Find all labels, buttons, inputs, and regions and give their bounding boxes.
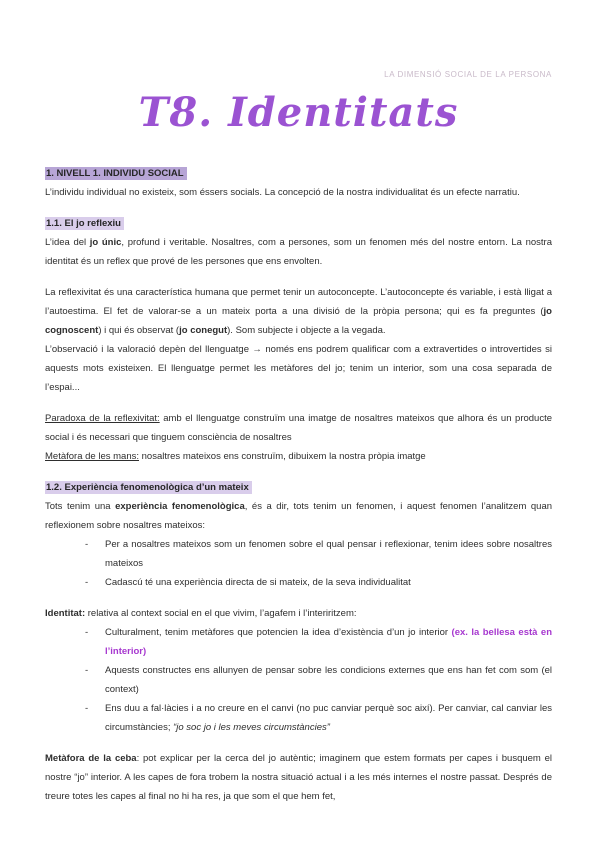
section-heading: [45, 164, 552, 183]
text-segment: jo cognoscent: [45, 306, 552, 336]
subsection-heading: [45, 214, 552, 233]
text-segment: La reflexivitat és una característica humana que permet tenir un autoconcepte. L’autoconcepte és variable, i està lligat a l’autoestima. El fet de valorar-se a un mateix porta a una divisió de la pròpia persona; qui es fa preguntes (: [45, 287, 552, 317]
heading-highlight: 1. NIVELL 1. INDIVIDU SOCIAL: [45, 167, 187, 180]
paragraph: [45, 749, 552, 806]
paragraph: [45, 409, 552, 466]
text-segment: L’idea del: [45, 237, 90, 248]
text-segment: Identitat:: [45, 608, 86, 619]
paragraph: [45, 497, 552, 535]
text-segment: Culturalment, tenim metàfores que potencien la idea d’existència d’un jo interior: [105, 627, 452, 638]
bullet-list: [85, 535, 552, 592]
paragraph: [45, 233, 552, 271]
subsection-heading: [45, 478, 552, 497]
text-segment: ) i qui és observat (: [98, 325, 180, 336]
bullet-text: [105, 699, 552, 737]
bullet-item: [85, 623, 552, 661]
bullet-text: [105, 661, 552, 699]
bullet-dash: -: [85, 665, 89, 676]
text-segment: , és a dir, tots tenim un fenomen, i aquest fenomen l’analitzem quan reflexionem sobre nosaltres mateixos:: [45, 501, 553, 531]
text-segment: Per a nosaltres mateixos som un fenomen sobre el qual pensar i reflexionar, tenim idees sobre nosaltres mateixos: [105, 539, 552, 569]
running-header: LA DIMENSIÓ SOCIAL DE LA PERSONA: [384, 70, 552, 79]
page-title: T8. Identitats: [138, 89, 459, 136]
text-segment: Ens duu a fal·làcies i a no creure en el canvi (no puc canviar perquè soc així). Per canviar, cal canviar les circumstàncies;: [105, 703, 552, 733]
text-segment: (ex. la bellesa està en l’interior): [105, 627, 553, 657]
paragraph: [45, 283, 552, 397]
text-segment: ). Som subjecte i objecte a la vegada.: [227, 325, 386, 336]
text-segment: L’observació i la valoració depèn del llenguatge → només ens podrem qualificar com a extravertides o introvertides si aquests mots existeixen. El llenguatge permet les metàfores del jo; tenim un interior, som una cosa separada de l’espai...: [45, 344, 552, 393]
heading-highlight: 1.1. El jo reflexiu: [45, 217, 124, 230]
text-segment: amb el llenguatge construïm una imatge de nosaltres mateixos que alhora és un producte social i és necessari que tinguem consciència de nosaltres: [45, 413, 553, 443]
paragraph: [45, 604, 552, 623]
bullet-item: [85, 535, 552, 573]
bullet-text: [105, 573, 552, 592]
text-segment: Tots tenim una: [45, 501, 116, 512]
text-segment: : pot explicar per la cerca del jo autèntic; imaginem que estem formats per capes i busquem el nostre “jo” interior. A les capes de fora trobem la nostra situació actual i a les més internes el nostre passat. Després de treure totes les capes al final no hi ha res, ja que som el que hem fet,: [45, 753, 553, 802]
bullet-item: [85, 699, 552, 737]
text-segment: Paradoxa de la reflexivitat:: [45, 413, 160, 424]
text-segment: Cadascú té una experiència directa de si mateix, de la seva individualitat: [105, 577, 411, 588]
bullet-dash: -: [85, 627, 89, 638]
bullet-list: [85, 623, 552, 737]
bullet-dash: -: [85, 539, 89, 550]
document-body: [45, 164, 552, 806]
text-segment: Metàfora de les mans:: [45, 451, 139, 462]
text-segment: Aquests constructes ens allunyen de pensar sobre les condicions externes que ens han fet com som (el context): [105, 665, 552, 695]
bullet-item: [85, 573, 552, 592]
bullet-text: [105, 535, 552, 573]
text-segment: L’individu individual no existeix, som éssers socials. La concepció de la nostra individualitat és un efecte narratiu.: [45, 187, 520, 198]
heading-highlight: 1.2. Experiència fenomenològica d’un mateix: [45, 481, 252, 494]
text-segment: relativa al context social en el que vivim, l’agafem i l’interiritzem:: [85, 608, 357, 619]
bullet-dash: -: [85, 703, 89, 714]
text-segment: nosaltres mateixos ens construïm, dibuixem la nostra pròpia imatge: [139, 451, 426, 462]
text-segment: “jo soc jo i les meves circumstàncies”: [173, 722, 330, 733]
bullet-text: [105, 623, 552, 661]
bullet-dash: -: [85, 577, 89, 588]
bullet-item: [85, 661, 552, 699]
text-segment: experiència fenomenològica: [115, 501, 245, 512]
text-segment: jo conegut: [179, 325, 228, 336]
paragraph: [45, 183, 552, 202]
text-segment: Metàfora de la ceba: [45, 753, 137, 764]
text-segment: , profund i veritable. Nosaltres, com a persones, som un fenomen més del nostre entorn. La nostra identitat és un reflex que prové de les persones que ens envolten.: [45, 237, 552, 267]
text-segment: jo únic: [89, 237, 122, 248]
